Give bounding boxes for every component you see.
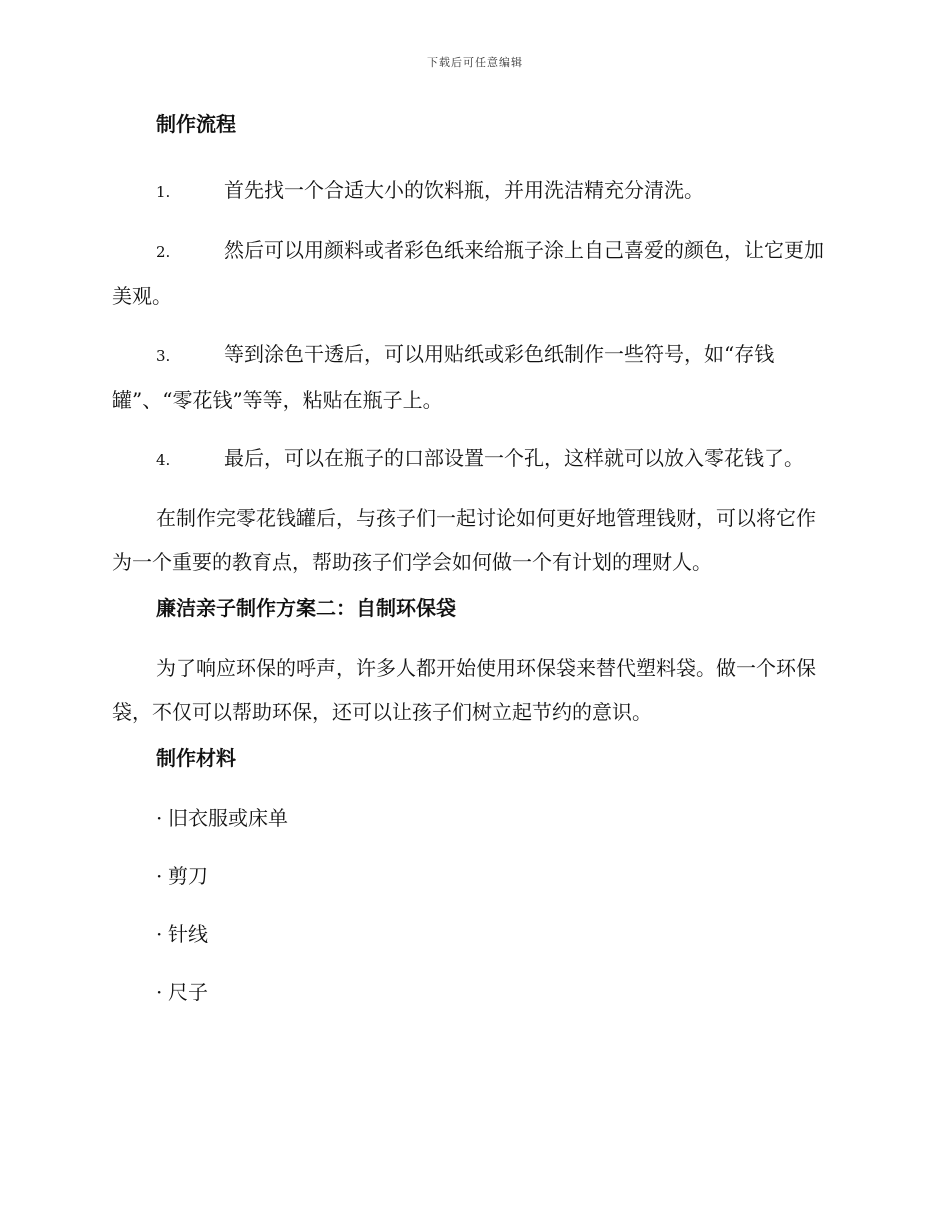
step-text: 然后可以用颜料或者彩色纸来给瓶子涂上自己喜爱的颜色，让它更加美观。 [112,238,824,308]
step-item [112,228,832,318]
section-heading-process: 制作流程 [156,112,236,136]
step-number: 2. [156,243,171,261]
step-text: 首先找一个合适大小的饮料瓶，并用洗洁精充分清洗。 [224,178,704,202]
section-heading-materials: 制作材料 [156,746,236,770]
list-item-text: 剪刀 [168,864,208,888]
intro-paragraph: 为了响应环保的呼声，许多人都开始使用环保袋来替代塑料袋。做一个环保袋，不仅可以帮助环保，还可以让孩子们树立起节约的意识。 [112,656,816,724]
list-item-text: 旧衣服或床单 [168,806,288,830]
bullet-icon: · [156,922,163,946]
step-number: 4. [156,451,171,469]
bullet-icon: · [156,864,163,888]
step-text: 等到涂色干透后，可以用贴纸或彩色纸制作一些符号，如“存钱罐”、“零花钱”等等，粘贴在瓶子上。 [112,342,775,412]
step-item [112,436,832,482]
step-number: 1. [156,183,171,201]
list-item [156,854,832,898]
list-item-text: 尺子 [168,980,208,1004]
bullet-icon: · [156,806,163,830]
closing-paragraph: 在制作完零花钱罐后，与孩子们一起讨论如何更好地管理钱财，可以将它作为一个重要的教育点，帮助孩子们学会如何做一个有计划的理财人。 [112,506,816,574]
header-note: 下载后可任意编辑 [427,56,523,69]
bullet-icon: · [156,980,163,1004]
list-item [156,796,832,840]
document-body [112,108,832,1028]
list-item [156,970,832,1014]
step-item [112,332,832,422]
step-number: 3. [156,347,171,365]
step-item [112,168,832,214]
list-item [156,912,832,956]
list-item-text: 针线 [168,922,208,946]
section-heading-plan-two: 廉洁亲子制作方案二：自制环保袋 [156,596,456,620]
step-text: 最后，可以在瓶子的口部设置一个孔，这样就可以放入零花钱了。 [224,446,804,470]
